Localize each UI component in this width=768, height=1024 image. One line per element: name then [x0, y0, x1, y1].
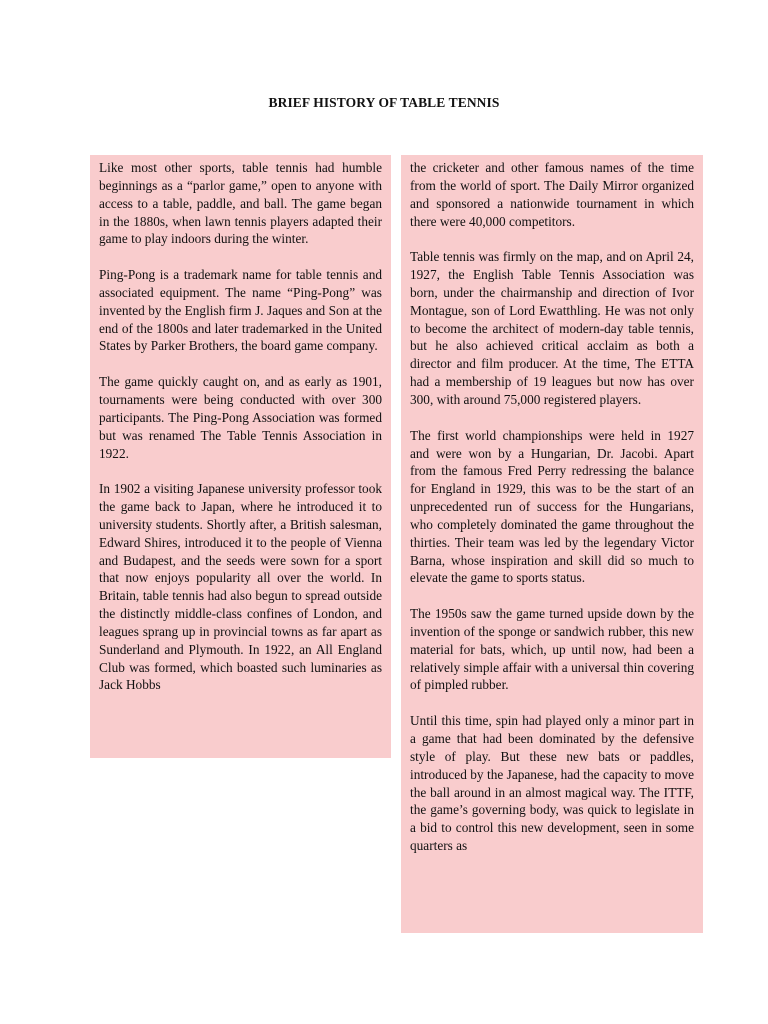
paragraph: The first world championships were held in 1927 and were won by a Hungarian, Dr. Jacobi. Apart from the famous Fred Perry redressing the balance for England in 1929, this was to be the start of an unprecedented run of success for the Hungarians, who completely dominated the game throughout the thirties. Their team was led by the legendary Victor Barna, whose inspiration and skill did so much to elevate the game to sports status. — [410, 427, 694, 586]
paragraph: Ping-Pong is a trademark name for table tennis and associated equipment. The name “Ping-Pong” was invented by the English firm J. Jaques and Son at the end of the 1800s and later trademarked in the United States by Parker Brothers, the board game company. — [99, 267, 382, 354]
paragraph: In 1902 a visiting Japanese university professor took the game back to Japan, where he introduced it to university students. Shortly after, a British salesman, Edward Shires, introduced it to the people of Vienna and Budapest, and the seeds were sown for a sport that now enjoys popularity all over the world. In Britain, table tennis had also begun to spread outside the distinctly middle-class confines of London, and leagues sprang up in provincial towns as far apart as Sunderland and Plymouth. In 1922, an All England Club was formed, which boasted such luminaries as Jack Hobbs — [99, 481, 382, 693]
paragraph: Until this time, spin had played only a minor part in a game that had been dominated by the defensive style of play. But these new bats or paddles, introduced by the Japanese, had the capacity to move the ball around in an almost magical way. The ITTF, the game’s governing body, was quick to legislate in a bid to control this new development, seen in some quarters as — [410, 713, 694, 854]
document-title: BRIEF HISTORY OF TABLE TENNIS — [268, 95, 500, 110]
right-column — [401, 155, 703, 933]
paragraph: The game quickly caught on, and as early as 1901, tournaments were being conducted with over 300 participants. The Ping-Pong Association was formed but was renamed The Table Tennis Association in 1922. — [99, 374, 382, 461]
paragraph: the cricketer and other famous names of the time from the world of sport. The Daily Mirror organized and sponsored a nationwide tournament in which there were 40,000 competitors. — [410, 160, 694, 229]
paragraph: The 1950s saw the game turned upside down by the invention of the sponge or sandwich rubber, this new material for bats, which, up until now, had been a relatively simple affair with a universal thin covering of pimpled rubber. — [410, 606, 694, 693]
left-column — [90, 155, 391, 758]
paragraph: Table tennis was firmly on the map, and on April 24, 1927, the English Table Tennis Association was born, under the chairmanship and direction of Ivor Montague, son of Lord Ewatthling. He was not only to become the architect of modern-day table tennis, but he also achieved critical acclaim as both a director and film producer. At the time, The ETTA had a membership of 19 leagues but now has over 300, with around 75,000 registered players. — [410, 249, 694, 407]
paragraph: Like most other sports, table tennis had humble beginnings as a “parlor game,” open to anyone with access to a table, paddle, and ball. The game began in the 1880s, when lawn tennis players adapted their game to play indoors during the winter. — [99, 160, 382, 247]
